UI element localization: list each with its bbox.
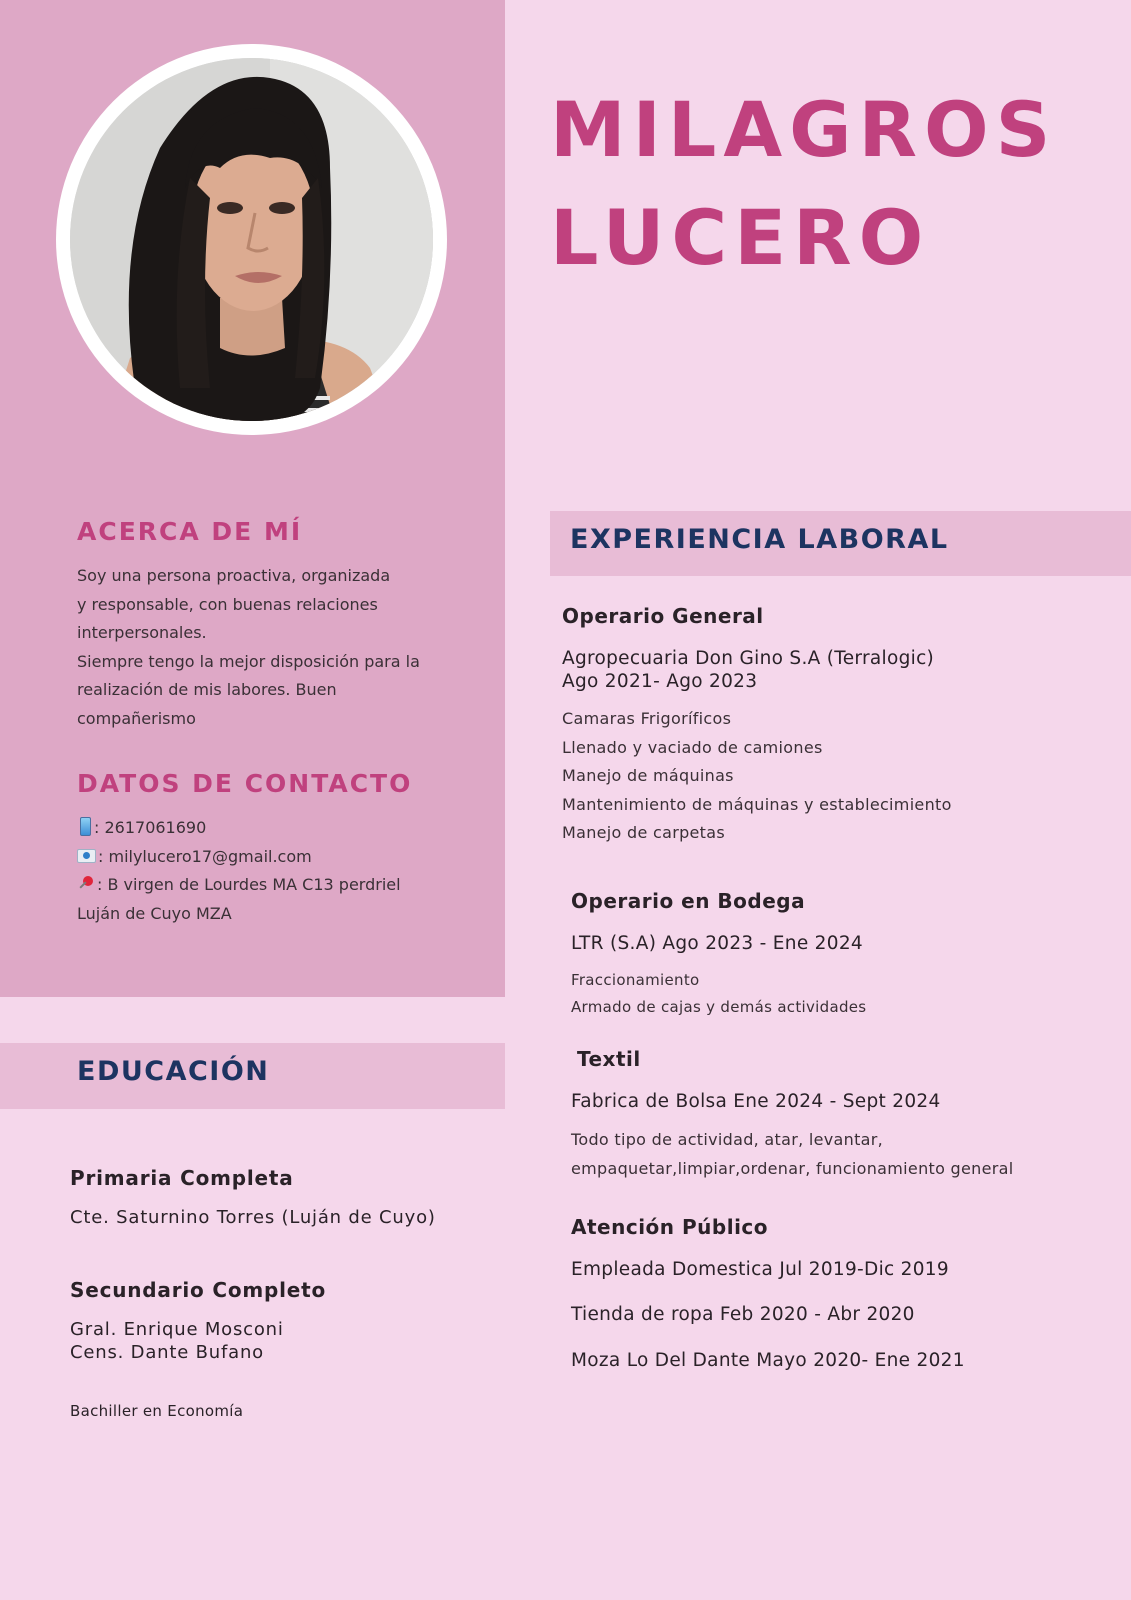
job3-title: Textil	[577, 1047, 641, 1071]
contact-list	[77, 814, 497, 928]
contact-address	[77, 871, 497, 900]
task-item: Fraccionamiento	[571, 971, 700, 989]
experience-title: EXPERIENCIA LABORAL	[570, 524, 949, 555]
job4-title: Atención Público	[571, 1215, 769, 1239]
about-text	[77, 562, 477, 734]
task-item: Mantenimiento de máquinas y establecimiento	[562, 794, 952, 814]
name-last: LUCERO	[550, 193, 931, 282]
mobile-phone-icon	[80, 817, 91, 836]
contact-address-2: Luján de Cuyo MZA	[77, 903, 232, 923]
education-title: EDUCACIÓN	[77, 1056, 270, 1087]
secondary-school-1: Gral. Enrique Mosconi	[70, 1319, 284, 1340]
task-item: Manejo de carpetas	[562, 823, 725, 843]
pushpin-icon	[77, 875, 95, 893]
job4-entry: Moza Lo Del Dante Mayo 2020- Ene 2021	[571, 1350, 965, 1371]
about-line: realización de mis labores. Buen	[77, 680, 337, 700]
job2-title: Operario en Bodega	[571, 889, 806, 913]
contact-phone	[77, 814, 497, 843]
job1-tasks	[562, 705, 952, 848]
task-item: Todo tipo de actividad, atar, levantar,	[571, 1130, 884, 1149]
name-first: MILAGROS	[550, 85, 1058, 174]
job4-entry: Tienda de ropa Feb 2020 - Abr 2020	[571, 1304, 915, 1325]
about-line: compañerismo	[77, 708, 196, 728]
task-item: Llenado y vaciado de camiones	[562, 737, 823, 757]
profile-photo	[70, 58, 433, 421]
contact-title: DATOS DE CONTACTO	[77, 769, 413, 798]
address-text: : B virgen de Lourdes MA C13 perdriel	[97, 875, 401, 895]
email-text: : milylucero17@gmail.com	[98, 846, 312, 866]
job1-dates: Ago 2021- Ago 2023	[562, 671, 758, 692]
degree: Bachiller en Economía	[70, 1402, 244, 1420]
secondary-school-2: Cens. Dante Bufano	[70, 1342, 264, 1363]
job2-company-dates: LTR (S.A) Ago 2023 - Ene 2024	[571, 933, 863, 954]
secondary-title: Secundario Completo	[70, 1278, 327, 1302]
job1-company: Agropecuaria Don Gino S.A (Terralogic)	[562, 648, 935, 669]
job4-entry: Empleada Domestica Jul 2019-Dic 2019	[571, 1259, 949, 1280]
about-line: Siempre tengo la mejor disposición para la	[77, 651, 420, 671]
task-item: Manejo de máquinas	[562, 766, 734, 786]
email-icon	[77, 849, 96, 863]
task-item: empaquetar,limpiar,ordenar, funcionamiento general	[571, 1158, 1014, 1178]
job3-company-dates: Fabrica de Bolsa Ene 2024 - Sept 2024	[571, 1091, 941, 1112]
about-title: ACERCA DE MÍ	[77, 517, 303, 546]
task-item: Armado de cajas y demás actividades	[571, 997, 867, 1016]
contact-email	[77, 843, 497, 872]
profile-photo-frame	[56, 44, 447, 435]
job1-title: Operario General	[562, 604, 764, 628]
about-line: interpersonales.	[77, 623, 207, 643]
portrait-photo	[70, 58, 433, 421]
phone-text: : 2617061690	[94, 818, 207, 837]
primary-title: Primaria Completa	[70, 1166, 294, 1190]
about-line: Soy una persona proactiva, organizada	[77, 566, 391, 585]
task-item: Camaras Frigoríficos	[562, 709, 732, 728]
job2-tasks	[571, 967, 866, 1020]
job3-tasks	[571, 1126, 1013, 1183]
primary-school: Cte. Saturnino Torres (Luján de Cuyo)	[70, 1207, 436, 1228]
about-line: y responsable, con buenas relaciones	[77, 594, 378, 614]
